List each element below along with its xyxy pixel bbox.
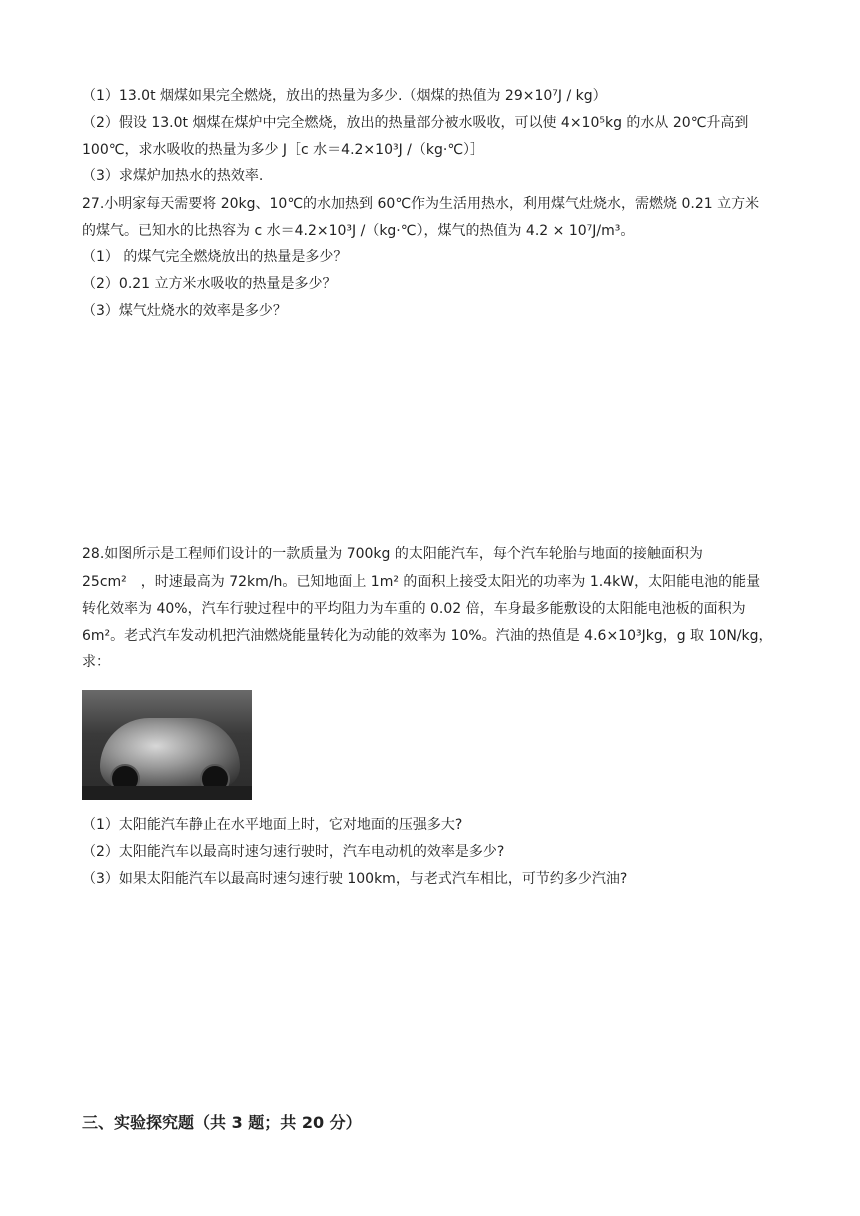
q26-part2-cont: 100℃，求水吸收的热量为多少 J［c 水＝4.2×10³J /（kg·℃）］ (82, 142, 485, 158)
q28-stem-cont-1: 25cm² ，时速最高为 72km/h。已知地面上 1m² 的面积上接受太阳光的功率为 1.4kW，太阳能电池的能量 (82, 574, 761, 590)
section-title: 三、实验探究题（共 3 题；共 20 分） (82, 1113, 362, 1132)
q27-part3: （3）煤气灶烧水的效率是多少？ (82, 303, 287, 319)
solar-car-photo (82, 690, 252, 800)
q27-part2: （2）0.21 立方米水吸收的热量是多少？ (82, 276, 337, 292)
q26-part3: （3）求煤炉加热水的热效率. (82, 168, 264, 184)
q28-part2: （2）太阳能汽车以最高时速匀速行驶时，汽车电动机的效率是多少? (82, 844, 505, 860)
q28-stem-cont-3: 6m²。老式汽车发动机把汽油燃烧能量转化为动能的效率为 10%。汽油的热值是 4.6×10³Jkg，g 取 10N/kg， (82, 628, 773, 644)
photo-floor (82, 786, 252, 800)
q26-part2: （2）假设 13.0t 烟煤在煤炉中完全燃烧，放出的热量部分被水吸收，可以使 4×10⁵kg 的水从 20℃升高到 (82, 115, 749, 131)
q27-part1: （1） 的煤气完全燃烧放出的热量是多少？ (82, 249, 348, 265)
q27-stem-cont: 的煤气。已知水的比热容为 c 水＝4.2×10³J /（kg·℃），煤气的热值为 4.2 × 10⁷J/m³。 (82, 223, 635, 239)
q26-part1: （1）13.0t 烟煤如果完全燃烧，放出的热量为多少.（烟煤的热值为 29×10⁷J / kg） (82, 88, 607, 104)
q28-stem: 28.如图所示是工程师们设计的一款质量为 700kg 的太阳能汽车，每个汽车轮胎与地面的接触面积为 (82, 546, 703, 562)
q28-stem-cont-2: 转化效率为 40%，汽车行驶过程中的平均阻力为车重的 0.02 倍，车身最多能敷设的太阳能电池板的面积为 (82, 601, 746, 617)
q28-stem-ask: 求： (82, 654, 110, 670)
q28-part1: （1）太阳能汽车静止在水平地面上时，它对地面的压强多大? (82, 817, 463, 833)
q28-part3: （3）如果太阳能汽车以最高时速匀速行驶 100km，与老式汽车相比，可节约多少汽油? (82, 871, 628, 887)
q27-stem: 27.小明家每天需要将 20kg、10℃的水加热到 60℃作为生活用热水，利用煤气灶烧水，需燃烧 0.21 立方米 (82, 196, 760, 212)
